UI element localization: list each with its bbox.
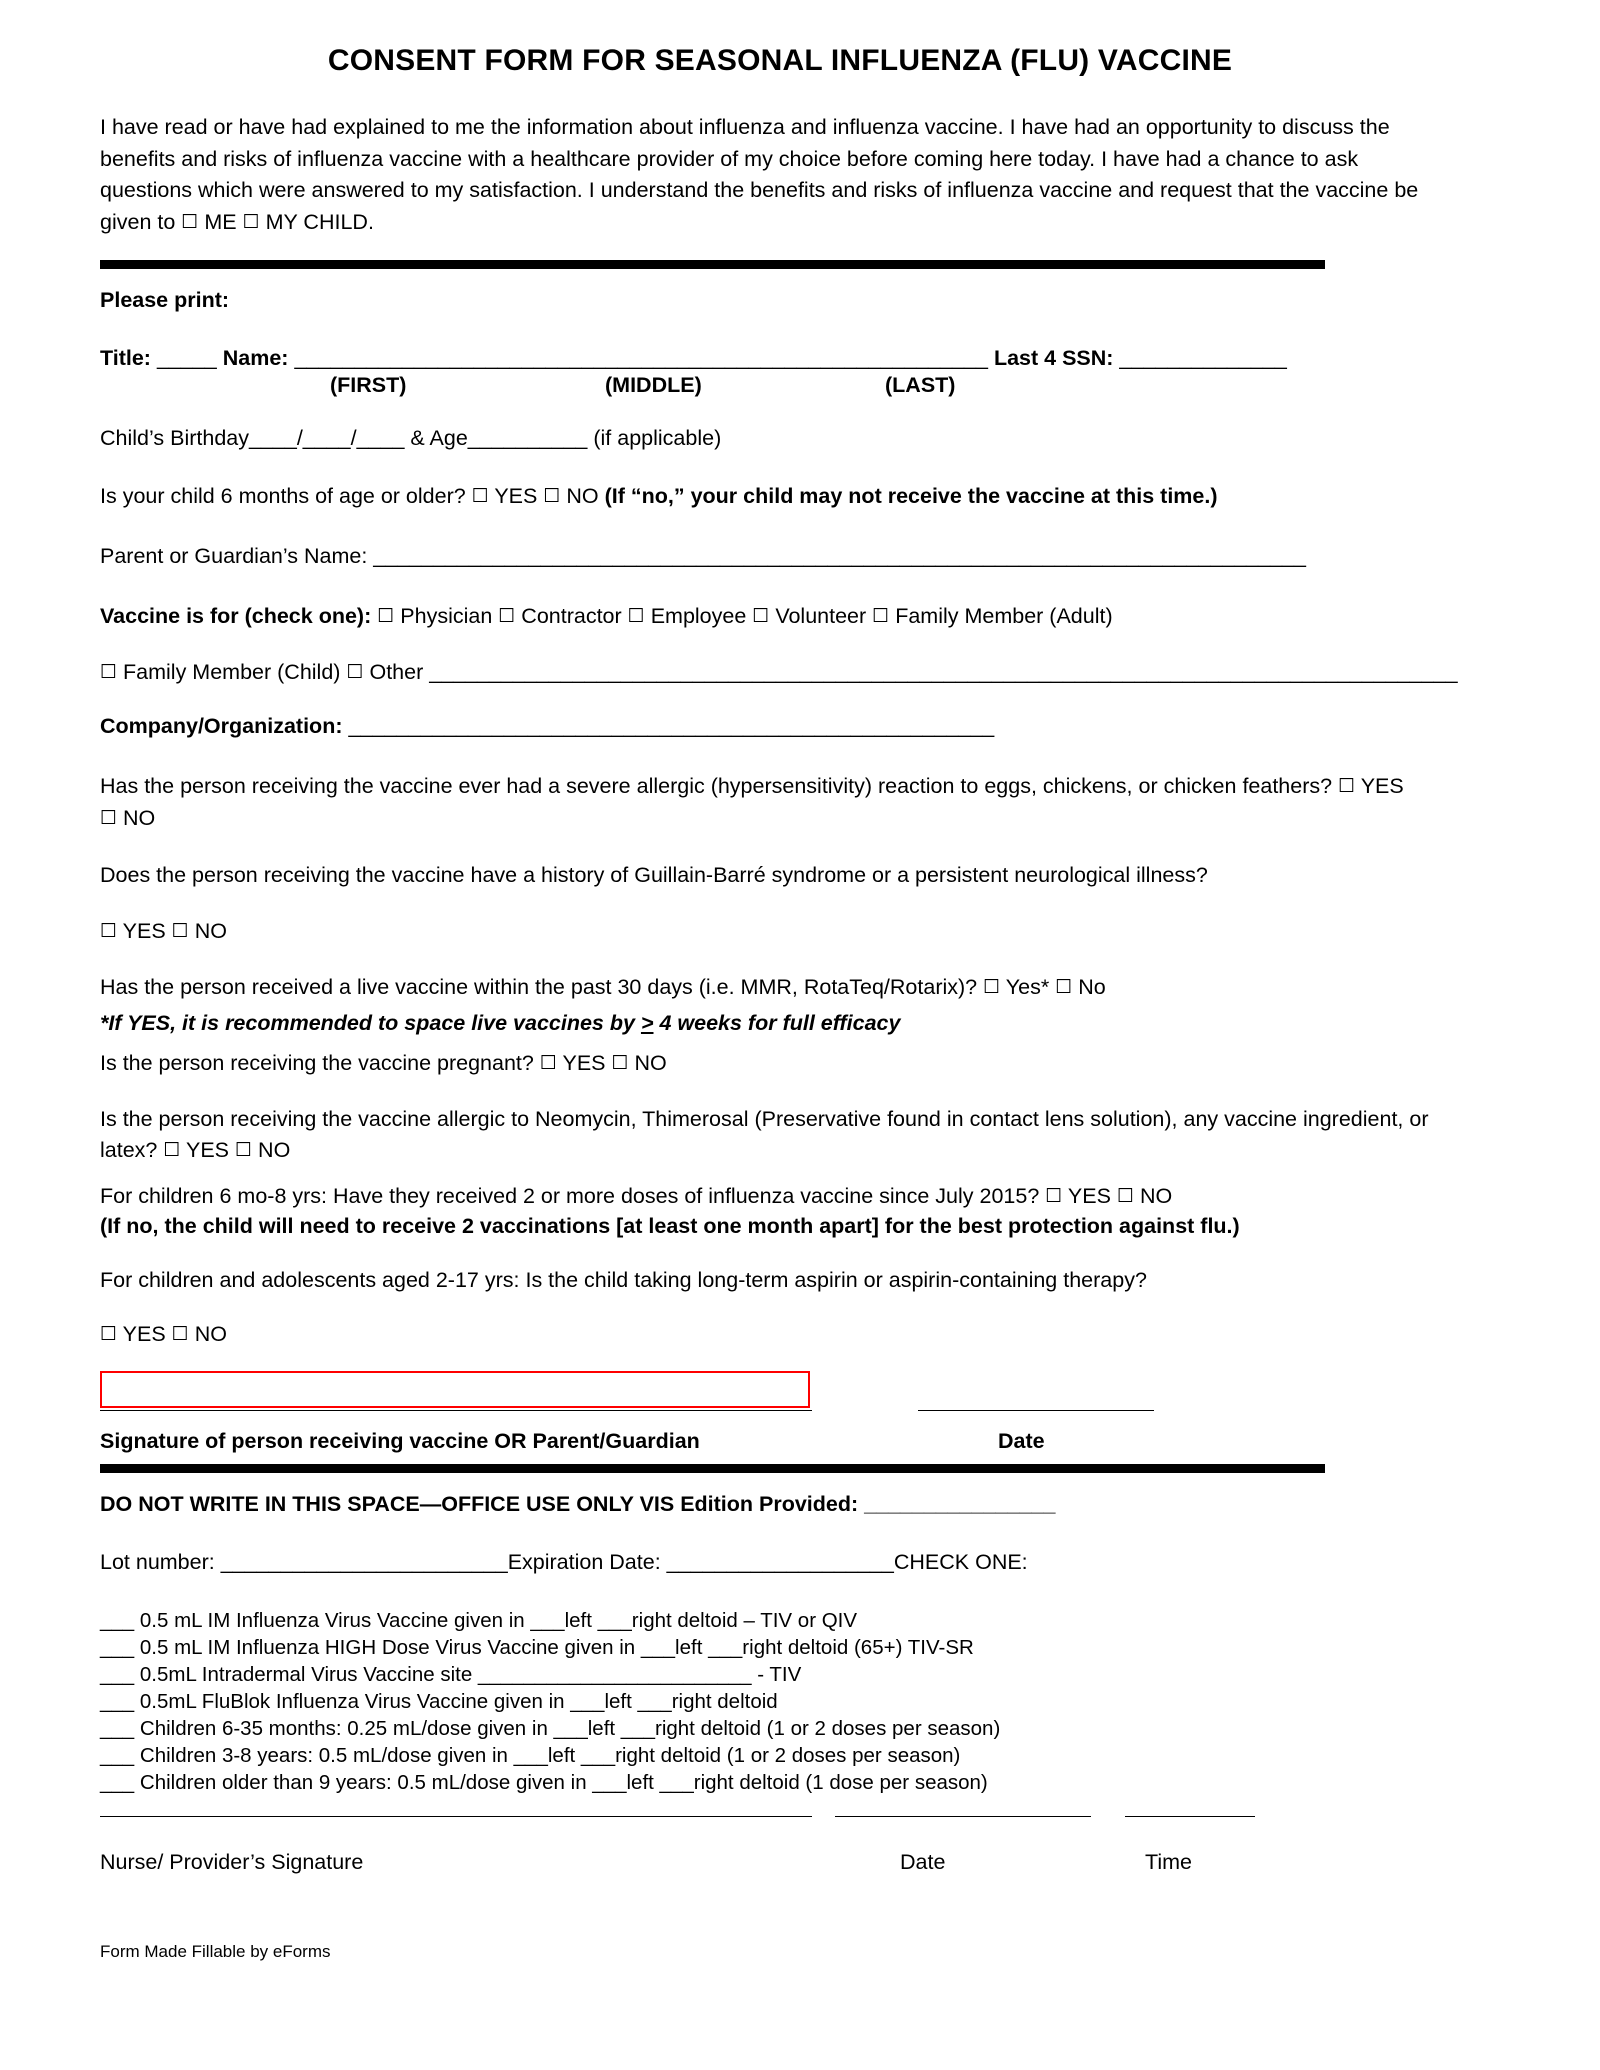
question-neomycin: [100, 1104, 1430, 1167]
live-note-pre: *If YES, it is recommended to space live vaccines by: [100, 1010, 641, 1035]
intro-me-label: ME: [204, 209, 237, 234]
age-no-label: NO: [566, 484, 599, 508]
expiration-label: Expiration Date:: [507, 1549, 661, 1574]
two-doses-no-label: NO: [1139, 1183, 1173, 1208]
signature-captions: [100, 1429, 1500, 1459]
option-contractor: Contractor: [521, 604, 622, 628]
neomycin-text: Is the person receiving the vaccine allergic to Neomycin, Thimerosal (Preservative found in contact lens solution), any vaccine ingredient, or latex?: [100, 1106, 1429, 1162]
two-doses-yes-label: YES: [1067, 1183, 1111, 1208]
vaccine-for-heading: Vaccine is for (check one):: [100, 604, 372, 628]
checkbox-two-doses-no[interactable]: ☐: [1116, 1184, 1134, 1207]
name-blank[interactable]: __________________________________________________________: [294, 346, 988, 370]
pregnant-no-label: NO: [634, 1050, 667, 1075]
checkbox-two-doses-yes[interactable]: ☐: [1045, 1184, 1063, 1207]
dose-option[interactable]: ___ 0.5 mL IM Influenza HIGH Dose Virus Vaccine given in ___left ___right deltoid (65+) TIV-SR: [100, 1635, 974, 1659]
nurse-captions: [100, 1850, 1500, 1880]
middle-caption: (MIDDLE): [605, 373, 702, 397]
checkbox-live-no[interactable]: ☐: [1055, 975, 1073, 998]
option-family-child: Family Member (Child): [123, 660, 341, 684]
divider-bar-bottom: [100, 1464, 1325, 1473]
checkbox-volunteer[interactable]: ☐: [752, 605, 770, 627]
eggs-no-label: NO: [123, 805, 156, 830]
intro-my-child-label: MY CHILD.: [265, 209, 374, 234]
age-eligibility-row: [100, 481, 1500, 511]
live-note-post: 4 weeks for full efficacy: [653, 1010, 901, 1035]
question-allergy-eggs: [100, 771, 1420, 834]
question-aspirin: For children and adolescents aged 2-17 yrs: Is the child taking long-term aspirin or aspirin-containing therapy?: [100, 1267, 1147, 1292]
checkbox-gbs-no[interactable]: ☐: [171, 919, 189, 942]
lot-row: [100, 1547, 1500, 1577]
title-blank[interactable]: _____: [156, 346, 217, 370]
gbs-yes-label: YES: [122, 918, 166, 943]
checkbox-age-yes[interactable]: ☐: [471, 485, 489, 507]
nurse-time-caption: Time: [1145, 1849, 1192, 1874]
checkbox-other[interactable]: ☐: [346, 661, 364, 683]
question-live-vaccine: [100, 972, 1500, 1002]
pregnant-yes-label: YES: [562, 1050, 606, 1075]
dose-option[interactable]: ___ Children 6-35 months: 0.25 mL/dose given in ___left ___right deltoid (1 or 2 doses per season): [100, 1716, 1001, 1740]
company-blank[interactable]: ______________________________________________________: [348, 714, 995, 738]
last-caption: (LAST): [885, 373, 956, 397]
company-row: [100, 711, 1500, 741]
live-yes-label: Yes*: [1005, 974, 1050, 999]
signature-input[interactable]: [100, 1371, 810, 1408]
name-row: [100, 343, 1500, 373]
checkbox-aspirin-no[interactable]: ☐: [171, 1322, 189, 1345]
neomycin-no-label: NO: [258, 1138, 291, 1162]
checkbox-pregnant-no[interactable]: ☐: [611, 1051, 629, 1074]
neomycin-yes-label: YES: [186, 1138, 230, 1162]
vaccine-for-row: [100, 601, 1500, 631]
please-print-heading: Please print:: [100, 288, 230, 312]
option-other: Other: [369, 660, 424, 684]
footer-credit: Form Made Fillable by eForms: [100, 1941, 331, 1961]
aspirin-yes-label: YES: [122, 1321, 166, 1346]
age-note: (if applicable): [593, 426, 722, 450]
signature-area: [100, 1371, 1500, 1427]
pregnant-text: Is the person receiving the vaccine pregnant?: [100, 1050, 534, 1075]
checkbox-pregnant-yes[interactable]: ☐: [539, 1051, 557, 1074]
page-title: CONSENT FORM FOR SEASONAL INFLUENZA (FLU) VACCINE: [327, 44, 1233, 77]
vis-blank[interactable]: ________________: [864, 1491, 1056, 1516]
nurse-signature-caption: Nurse/ Provider’s Signature: [100, 1849, 364, 1874]
other-blank[interactable]: ______________________________________________________________________________________: [429, 660, 1458, 684]
checkbox-neomycin-yes[interactable]: ☐: [163, 1139, 181, 1161]
checkbox-employee[interactable]: ☐: [627, 605, 645, 627]
vaccine-for-row-2: [100, 657, 1500, 687]
nurse-date-line[interactable]: [835, 1816, 1091, 1817]
signature-date-underline[interactable]: [918, 1410, 1154, 1411]
checkbox-gbs-yes[interactable]: ☐: [100, 919, 118, 942]
guillain-answers: [100, 916, 1500, 946]
company-label: Company/Organization:: [100, 714, 343, 738]
nurse-date-caption: Date: [900, 1849, 946, 1874]
signature-date-caption: Date: [998, 1428, 1045, 1453]
question-pregnant: [100, 1048, 1500, 1078]
office-use-heading: DO NOT WRITE IN THIS SPACE—OFFICE USE ONLY: [100, 1491, 634, 1516]
vis-label: VIS Edition Provided:: [639, 1491, 859, 1516]
checkbox-physician[interactable]: ☐: [377, 605, 395, 627]
checkbox-age-no[interactable]: ☐: [543, 485, 561, 507]
checkbox-family-child[interactable]: ☐: [100, 661, 118, 683]
dose-option[interactable]: ___ 0.5mL FluBlok Influenza Virus Vaccine given in ___left ___right deltoid: [100, 1689, 778, 1713]
aspirin-no-label: NO: [194, 1321, 227, 1346]
divider-bar-top: [100, 260, 1325, 269]
first-caption: (FIRST): [330, 373, 407, 397]
guardian-label: Parent or Guardian’s Name:: [100, 544, 368, 568]
name-captions: [100, 373, 1500, 405]
gbs-no-label: NO: [194, 918, 227, 943]
checkbox-eggs-no[interactable]: ☐: [100, 806, 118, 829]
signature-underline: [100, 1410, 812, 1411]
checkbox-my-child[interactable]: ☐: [242, 210, 260, 233]
lot-label: Lot number:: [100, 1549, 215, 1574]
signature-caption: Signature of person receiving vaccine OR Parent/Guardian: [100, 1428, 700, 1453]
ssn-label: Last 4 SSN:: [993, 346, 1114, 370]
lot-blank[interactable]: ________________________: [220, 1549, 508, 1574]
live-no-label: No: [1078, 974, 1106, 999]
greater-or-equal-icon: >: [640, 1010, 654, 1035]
aspirin-answers: [100, 1319, 1500, 1349]
two-doses-text: For children 6 mo-8 yrs: Have they received 2 or more doses of influenza vaccine since July 2015?: [100, 1183, 1040, 1208]
option-physician: Physician: [400, 604, 493, 628]
age-label: & Age: [410, 426, 468, 450]
age-yes-label: YES: [494, 484, 538, 508]
birthday-label: Child’s Birthday: [100, 426, 249, 450]
checkbox-family-adult[interactable]: ☐: [872, 605, 890, 627]
dose-option[interactable]: ___ Children older than 9 years: 0.5 mL/dose given in ___left ___right deltoid (1 dose per season): [100, 1770, 988, 1794]
checkbox-me[interactable]: ☐: [181, 210, 199, 233]
dose-option[interactable]: ___ Children 3-8 years: 0.5 mL/dose given in ___left ___right deltoid (1 or 2 doses per season): [100, 1743, 961, 1767]
guardian-blank[interactable]: ______________________________________________________________________________: [373, 544, 1306, 568]
intro-paragraph: [100, 112, 1445, 238]
eggs-yes-label: YES: [1360, 774, 1404, 798]
nurse-time-line[interactable]: [1125, 1816, 1255, 1817]
birthday-blank[interactable]: ____/____/____: [248, 426, 405, 450]
checkbox-contractor[interactable]: ☐: [498, 605, 516, 627]
dose-option[interactable]: ___ 0.5 mL IM Influenza Virus Vaccine given in ___left ___right deltoid – TIV or QIV: [100, 1608, 858, 1632]
age-question: Is your child 6 months of age or older?: [100, 484, 466, 508]
guardian-row: [100, 541, 1500, 571]
dose-option[interactable]: ___ 0.5mL Intradermal Virus Vaccine site ________________________ - TIV: [100, 1662, 802, 1686]
checkbox-neomycin-no[interactable]: ☐: [235, 1139, 253, 1161]
birthday-row: [100, 423, 1500, 453]
allergy-eggs-text: Has the person receiving the vaccine ever had a severe allergic (hypersensitivity) reaction to eggs, chickens, or chicken feathers?: [100, 774, 1333, 798]
checkbox-live-yes[interactable]: ☐: [983, 975, 1001, 998]
ssn-blank[interactable]: ______________: [1119, 346, 1287, 370]
option-family-adult: Family Member (Adult): [895, 604, 1113, 628]
option-employee: Employee: [650, 604, 747, 628]
question-two-doses: [100, 1181, 1500, 1211]
age-blank[interactable]: __________: [467, 426, 588, 450]
office-use-heading-row: [100, 1489, 1500, 1519]
nurse-signature-line[interactable]: [100, 1816, 812, 1817]
check-one-label: CHECK ONE:: [893, 1549, 1028, 1574]
expiration-blank[interactable]: ___________________: [666, 1549, 894, 1574]
nurse-signature-area: [100, 1816, 1500, 1850]
option-volunteer: Volunteer: [775, 604, 867, 628]
dose-options-list: [100, 1607, 1500, 1796]
name-label: Name:: [222, 346, 289, 370]
title-label: Title:: [100, 346, 151, 370]
live-vaccine-note: [100, 1008, 1500, 1038]
question-guillain-barre: Does the person receiving the vaccine have a history of Guillain-Barré syndrome or a persistent neurological illness?: [100, 863, 1208, 887]
checkbox-aspirin-yes[interactable]: ☐: [100, 1322, 118, 1345]
live-vaccine-text: Has the person received a live vaccine within the past 30 days (i.e. MMR, RotaTeq/Rotarix)?: [100, 974, 978, 999]
two-doses-note: (If no, the child will need to receive 2 vaccinations [at least one month apart] for the best protection against flu.): [100, 1213, 1240, 1238]
checkbox-eggs-yes[interactable]: ☐: [1338, 775, 1356, 797]
age-warning: (If “no,” your child may not receive the vaccine at this time.): [604, 484, 1218, 508]
intro-text: I have read or have had explained to me the information about influenza and influenza vaccine. I have had an opportunity to discuss the benefits and risks of influenza vaccine with a healthcare provider of my choice before coming here today. I have had a chance to ask questions which were answered to my satisfaction. I understand the benefits and risks of influenza vaccine and request that the vaccine be given to: [100, 115, 1419, 234]
